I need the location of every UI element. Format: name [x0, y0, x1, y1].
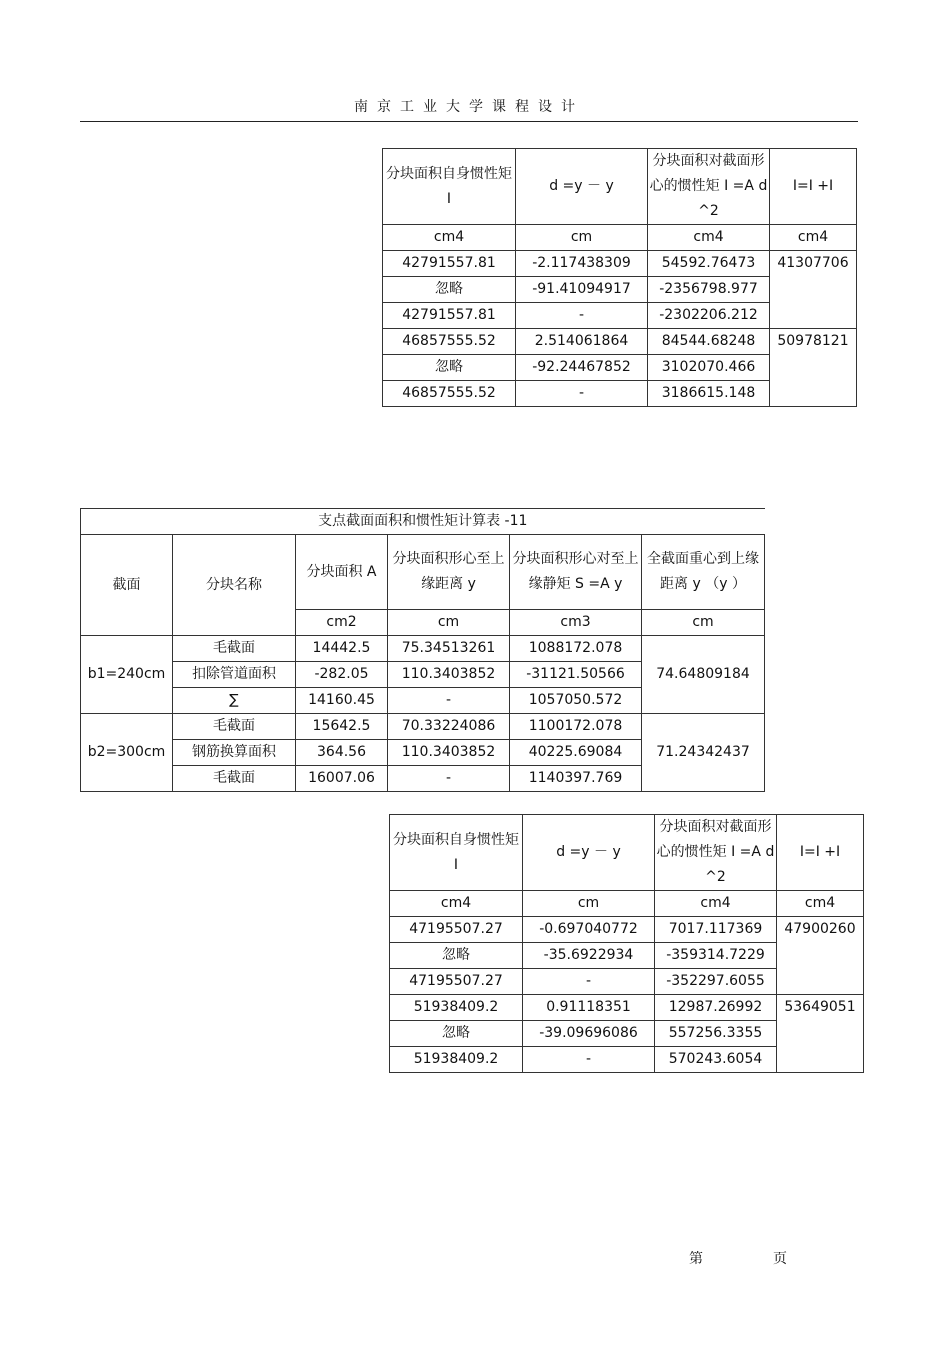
- data-cell: 扣除管道面积: [173, 662, 296, 688]
- data-cell: -0.697040772: [523, 917, 655, 943]
- data-cell: -92.24467852: [516, 355, 648, 381]
- data-cell: -2.117438309: [516, 251, 648, 277]
- data-cell: 40225.69084: [510, 740, 642, 766]
- centroid-cell: 74.64809184: [642, 636, 765, 714]
- total-cell: 50978121: [770, 329, 857, 407]
- header-cell: I=I +I: [777, 815, 864, 891]
- centroid-cell: 71.24342437: [642, 714, 765, 792]
- data-cell: 557256.3355: [655, 1021, 777, 1047]
- data-cell: 47195507.27: [390, 969, 523, 995]
- data-cell: 12987.26992: [655, 995, 777, 1021]
- table-row: [383, 251, 857, 277]
- data-cell: -282.05: [296, 662, 388, 688]
- table-row: [390, 917, 864, 943]
- unit-cell: cm2: [296, 610, 388, 636]
- data-cell: -352297.6055: [655, 969, 777, 995]
- unit-cell: cm4: [383, 225, 516, 251]
- data-cell: 110.3403852: [388, 662, 510, 688]
- data-cell: 15642.5: [296, 714, 388, 740]
- data-cell: 570243.6054: [655, 1047, 777, 1073]
- data-cell: 1100172.078: [510, 714, 642, 740]
- section-cell: b1=240cm: [81, 636, 173, 714]
- unit-cell: cm4: [648, 225, 770, 251]
- unit-cell: cm: [388, 610, 510, 636]
- data-cell: 钢筋换算面积: [173, 740, 296, 766]
- data-cell: 16007.06: [296, 766, 388, 792]
- data-cell: 1140397.769: [510, 766, 642, 792]
- data-cell: 毛截面: [173, 766, 296, 792]
- data-cell: 7017.117369: [655, 917, 777, 943]
- header-cell: 分块面积形心至上缘距离 y: [388, 535, 510, 610]
- data-cell: 1057050.572: [510, 688, 642, 714]
- data-cell: 84544.68248: [648, 329, 770, 355]
- header-rule: [80, 121, 858, 122]
- section-cell: b2=300cm: [81, 714, 173, 792]
- data-cell: -2356798.977: [648, 277, 770, 303]
- page-header-title: 南京工业大学课程设计: [354, 99, 584, 115]
- header-cell: 全截面重心到上缘距离 y （y ）: [642, 535, 765, 610]
- data-cell: 14442.5: [296, 636, 388, 662]
- header-cell: 分块面积对截面形心的惯性矩 I =A d ^2: [655, 815, 777, 891]
- data-cell: -31121.50566: [510, 662, 642, 688]
- header-cell: I=I +I: [770, 149, 857, 225]
- unit-cell: cm: [642, 610, 765, 636]
- data-cell: -91.41094917: [516, 277, 648, 303]
- data-cell: 54592.76473: [648, 251, 770, 277]
- total-cell: 41307706: [770, 251, 857, 329]
- footer-page-label-right: 页: [773, 1251, 787, 1267]
- data-cell: 46857555.52: [383, 381, 516, 407]
- inertia-table-bottom: [389, 814, 864, 1073]
- header-cell: d =y － y: [516, 149, 648, 225]
- data-cell: 忽略: [383, 355, 516, 381]
- unit-cell: cm4: [777, 891, 864, 917]
- data-cell: 毛截面: [173, 714, 296, 740]
- data-cell: 忽略: [390, 1021, 523, 1047]
- data-cell: 51938409.2: [390, 1047, 523, 1073]
- header-cell: 分块面积自身惯性矩 I: [390, 815, 523, 891]
- header-cell: 分块面积自身惯性矩 I: [383, 149, 516, 225]
- data-cell: 42791557.81: [383, 251, 516, 277]
- data-cell: 110.3403852: [388, 740, 510, 766]
- header-cell: 分块名称: [173, 535, 296, 636]
- data-cell: -: [516, 303, 648, 329]
- header-cell: 分块面积形心对至上缘静矩 S =A y: [510, 535, 642, 610]
- data-cell: -: [388, 688, 510, 714]
- header-cell: 分块面积 A: [296, 535, 388, 610]
- data-cell: 14160.45: [296, 688, 388, 714]
- data-cell: 75.34513261: [388, 636, 510, 662]
- data-cell: 47195507.27: [390, 917, 523, 943]
- total-cell: 53649051: [777, 995, 864, 1073]
- data-cell: 1088172.078: [510, 636, 642, 662]
- table-row: [390, 995, 864, 1021]
- table-caption: 支点截面面积和惯性矩计算表 -11: [81, 509, 765, 535]
- table-row: [383, 329, 857, 355]
- unit-cell: cm3: [510, 610, 642, 636]
- header-cell: 截面: [81, 535, 173, 636]
- data-cell: -: [523, 969, 655, 995]
- data-cell: 51938409.2: [390, 995, 523, 1021]
- data-cell: 忽略: [390, 943, 523, 969]
- data-cell: -35.6922934: [523, 943, 655, 969]
- data-cell: -2302206.212: [648, 303, 770, 329]
- section-area-table: [80, 508, 765, 792]
- data-cell: -: [516, 381, 648, 407]
- data-cell: 42791557.81: [383, 303, 516, 329]
- data-cell: ∑: [173, 688, 296, 714]
- table-row: [81, 714, 765, 740]
- total-cell: 47900260: [777, 917, 864, 995]
- data-cell: 3186615.148: [648, 381, 770, 407]
- footer-page-label-left: 第: [689, 1251, 703, 1267]
- data-cell: 0.91118351: [523, 995, 655, 1021]
- header-cell: 分块面积对截面形心的惯性矩 I =A d ^2: [648, 149, 770, 225]
- data-cell: 364.56: [296, 740, 388, 766]
- unit-cell: cm4: [770, 225, 857, 251]
- data-cell: 毛截面: [173, 636, 296, 662]
- data-cell: 忽略: [383, 277, 516, 303]
- data-cell: 46857555.52: [383, 329, 516, 355]
- data-cell: -39.09696086: [523, 1021, 655, 1047]
- unit-cell: cm4: [655, 891, 777, 917]
- data-cell: -359314.7229: [655, 943, 777, 969]
- header-cell: d =y － y: [523, 815, 655, 891]
- data-cell: 2.514061864: [516, 329, 648, 355]
- table-row: [81, 636, 765, 662]
- data-cell: -: [523, 1047, 655, 1073]
- data-cell: 70.33224086: [388, 714, 510, 740]
- unit-cell: cm: [523, 891, 655, 917]
- unit-cell: cm4: [390, 891, 523, 917]
- inertia-table-top: [382, 148, 857, 407]
- unit-cell: cm: [516, 225, 648, 251]
- data-cell: -: [388, 766, 510, 792]
- data-cell: 3102070.466: [648, 355, 770, 381]
